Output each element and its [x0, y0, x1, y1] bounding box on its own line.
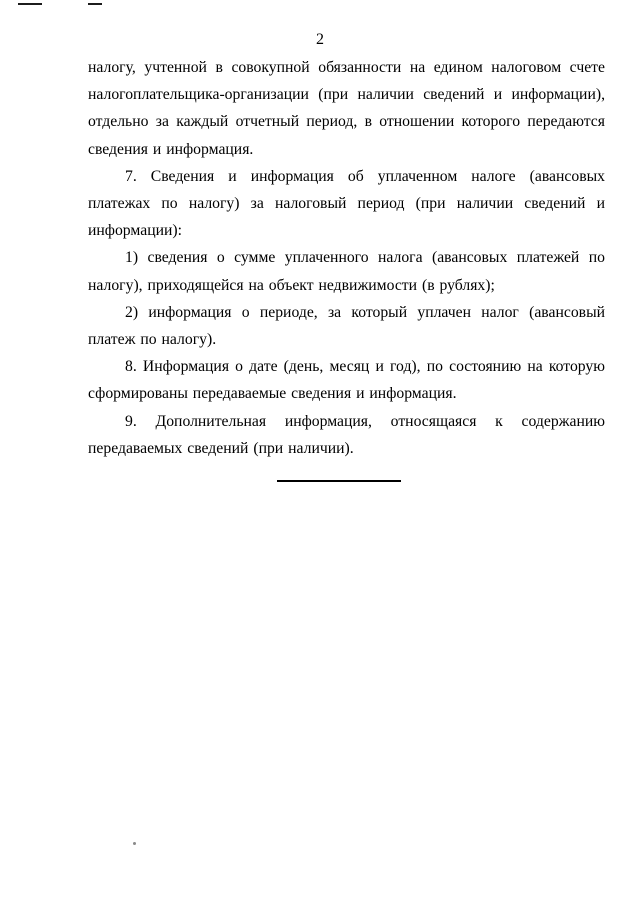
- page-number: 2: [316, 31, 324, 48]
- paragraph-continuation: налогу, учтенной в совокупной обязанности на едином налоговом счете налогоплательщика-организации (при наличии сведений и информации), отдельно за каждый отчетный период, в отношении которого передаются сведения и информация.: [88, 59, 605, 158]
- paragraph-subitem-1: 1) сведения о сумме уплаченного налога (авансовых платежей по налогу), приходящейся на объект недвижимости (в рублях);: [88, 249, 605, 294]
- paragraph-item-9: 9. Дополнительная информация, относящаяся к содержанию передаваемых сведений (при наличии).: [88, 412, 605, 457]
- end-of-text-rule: [277, 480, 401, 482]
- paragraph-item-7: 7. Сведения и информация об уплаченном налоге (авансовых платежах по налогу) за налоговый период (при наличии сведений и информации):: [88, 167, 605, 240]
- scan-artifact-top-left: [18, 3, 42, 5]
- paragraph-item-8: 8. Информация о дате (день, месяц и год), по состоянию на которую сформированы передаваемые сведения и информация.: [88, 358, 605, 403]
- scan-artifact-bottom: [133, 842, 136, 845]
- paragraph-subitem-2: 2) информация о периоде, за который уплачен налог (авансовый платеж по налогу).: [88, 303, 605, 349]
- scan-artifact-top-left-2: [88, 3, 102, 5]
- document-body: [88, 54, 605, 462]
